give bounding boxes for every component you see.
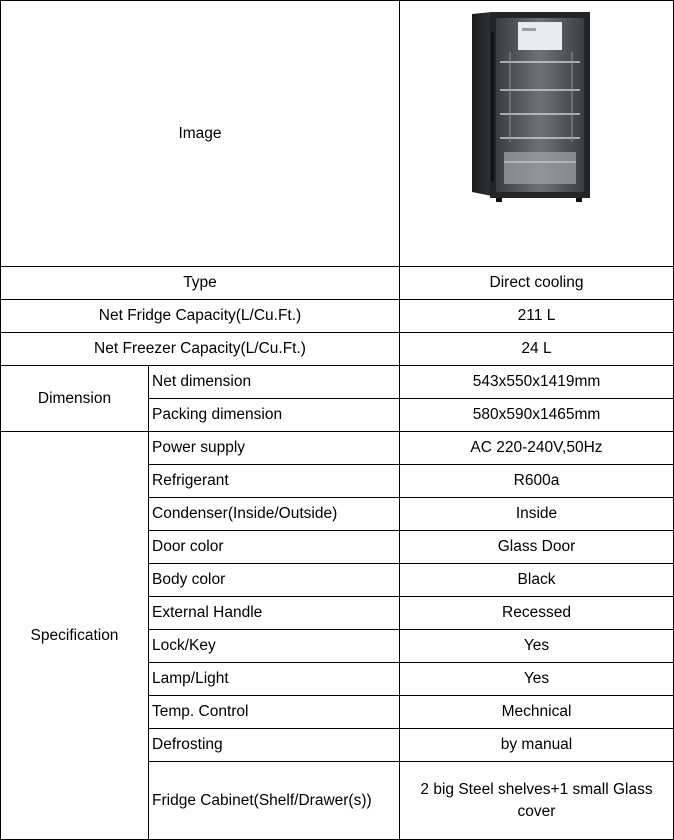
row-value: R600a (400, 465, 674, 498)
table-row (1, 300, 674, 333)
row-value: Mechnical (400, 696, 674, 729)
row-label: Condenser(Inside/Outside) (149, 498, 400, 531)
row-label: Door color (149, 531, 400, 564)
row-value: Yes (400, 630, 674, 663)
table-row (1, 333, 674, 366)
glass-door-fridge-icon (400, 2, 672, 266)
image-label: Image (1, 1, 400, 267)
row-label: Packing dimension (149, 399, 400, 432)
row-label: Power supply (149, 432, 400, 465)
specification-group-label: Specification (1, 432, 149, 840)
row-label: Temp. Control (149, 696, 400, 729)
fridge-capacity-label: Net Fridge Capacity(L/Cu.Ft.) (1, 300, 400, 333)
row-value: Black (400, 564, 674, 597)
fridge-capacity-value: 211 L (400, 300, 674, 333)
row-label: Lamp/Light (149, 663, 400, 696)
image-row (1, 1, 674, 267)
row-value: by manual (400, 729, 674, 762)
row-label: Lock/Key (149, 630, 400, 663)
row-value: 2 big Steel shelves+1 small Glass cover (400, 762, 674, 840)
row-value: 543x550x1419mm (400, 366, 674, 399)
row-value: Glass Door (400, 531, 674, 564)
table-row (1, 432, 674, 465)
row-label: Defrosting (149, 729, 400, 762)
row-value: Yes (400, 663, 674, 696)
row-label: Refrigerant (149, 465, 400, 498)
row-value: Recessed (400, 597, 674, 630)
row-label: Body color (149, 564, 400, 597)
table-row (1, 267, 674, 300)
row-value: AC 220-240V,50Hz (400, 432, 674, 465)
table-row (1, 366, 674, 399)
freezer-capacity-label: Net Freezer Capacity(L/Cu.Ft.) (1, 333, 400, 366)
row-label: Fridge Cabinet(Shelf/Drawer(s)) (149, 762, 400, 840)
product-image-cell (400, 1, 674, 267)
type-value: Direct cooling (400, 267, 674, 300)
freezer-capacity-value: 24 L (400, 333, 674, 366)
type-label: Type (1, 267, 400, 300)
dimension-group-label: Dimension (1, 366, 149, 432)
row-value: 580x590x1465mm (400, 399, 674, 432)
row-label: External Handle (149, 597, 400, 630)
row-value: Inside (400, 498, 674, 531)
row-label: Net dimension (149, 366, 400, 399)
